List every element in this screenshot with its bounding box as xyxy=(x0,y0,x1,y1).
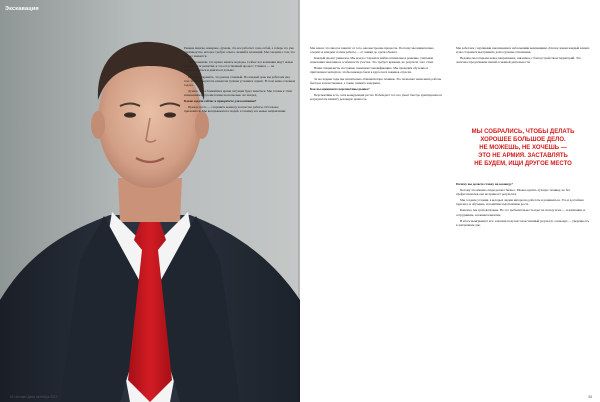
paragraph: Наши специалисты постоянно повышают квалификацию. Мы проводим обучение и приглашаем экспертов, чтобы команда была в курсе всех новинок отрасли. xyxy=(310,66,429,75)
pull-quote-line: ЭТО НЕ АРМИЯ. ЗАСТАВЛЯТЬ xyxy=(478,153,568,159)
column-b-lower xyxy=(456,180,590,229)
pull-quote-line: МЫ СОБРАЛИСЬ, ЧТОБЫ ДЕЛАТЬ xyxy=(471,129,575,135)
section-label: Экскавация xyxy=(5,6,39,12)
right-folio: 65 xyxy=(588,395,592,399)
paragraph: В итоге выигрывают все: заказчик получает качественный результат, а команда — уверенность в завтрашнем дне. xyxy=(456,218,590,227)
paragraph: Недавно мы открыли новое направление, связанное с благоустройством территорий. Это логичное продолжение нашей основной деятельности. xyxy=(456,56,581,65)
column-b xyxy=(456,46,590,66)
left-article-text xyxy=(184,46,296,115)
left-folio: 64 Человек Дела сентябрь 2017 xyxy=(10,395,58,399)
paragraph: Прежде всего — сохранить команду и качество работы. Остальное приложится. Мы вкладываемся в людей, в технику и в новые направления. xyxy=(184,105,286,114)
pull-quote-line: ХОРОШЕЕ БОЛЬШОЕ ДЕЛО. xyxy=(480,137,566,143)
paragraph: Мы создаем условия, в которых людям интересно работать и развиваться. Это и достойная зарплата, и обучение, и понятные перспективы роста. xyxy=(456,198,584,207)
paragraph: Конечно, мы требовательны. Но эта требовательность идет на пользу всем — и компании, и сотрудникам, и нашим клиентам. xyxy=(456,208,586,217)
pull-quote-line: НЕ БУДЕМ, ИЩИ ДРУГОЕ МЕСТО xyxy=(474,161,572,167)
paragraph: За последние годы мы значительно обновили парк техники. Это позволяет выполнять работы быстрее и качественнее, а также снижать издержки. xyxy=(310,76,442,85)
paragraph: Мы работаем с крупными заказчиками и небольшими компаниями. Для нас важен каждый клиент, и мы стараемся выстраивать долгосрочные отношения. xyxy=(456,46,590,55)
pull-quote-line: НЕ МОЖЕШЬ, НЕ ХОЧЕШЬ — xyxy=(479,145,567,151)
interview-question: Какие задачи сейчас в приоритете для компании? xyxy=(184,99,257,104)
paragraph: Думаю, что в ближайшее время ситуация будет меняться. Мы готовы к этим изменениям и строим планы на несколько лет вперед. xyxy=(184,88,292,97)
paragraph: Мы понимали, что нужно менять подходы. Сейчас все компании ищут новые решения для развития, и это естественный процесс. Главное — не останавливаться и двигаться дальше. xyxy=(184,60,294,73)
interview-question: Как вы оцениваете перспективы рынка? xyxy=(310,86,370,91)
paragraph: Раньше многие, наверное, думали, что все работает само собой, а теперь это уже производство, которое требует опыта, знаний и вложений. Мы говорим о том, что бизнес меняется. xyxy=(184,46,296,59)
paragraph: Перспективы есть, хотя конкуренция растет. Побеждает тот, кто умеет быстро адаптироваться и предлагать клиенту реальную ценность. xyxy=(310,92,442,101)
right-page xyxy=(300,0,600,402)
paragraph: Мы знаем, что многое зависит от того, как выстроены процессы. Поэтому мы внимательно следим за каждым этапом работы — от заявки до сдачи объекта. xyxy=(310,46,434,55)
column-a xyxy=(310,46,444,103)
paragraph: Не будем скрывать, что рынок сложный. Но каждый день мы работаем над тем, чтобы предлагать клиентам лучшие условия и сервис. В этом наша основная задача. xyxy=(184,74,296,87)
pull-quote xyxy=(452,128,594,168)
paragraph: Потому что именно люди делают бизнес. Можно купить лучшую технику, но без профессионалов она не принесет результата. xyxy=(456,188,570,197)
paragraph: Каждый проект уникален. Мы всегда стараемся найти оптимальное решение, учитывая пожелания заказчика и особенности участка. Это требует времени, но результат того стоит. xyxy=(310,56,434,65)
interview-question: Почему вы делаете ставку на команду? xyxy=(456,182,513,186)
